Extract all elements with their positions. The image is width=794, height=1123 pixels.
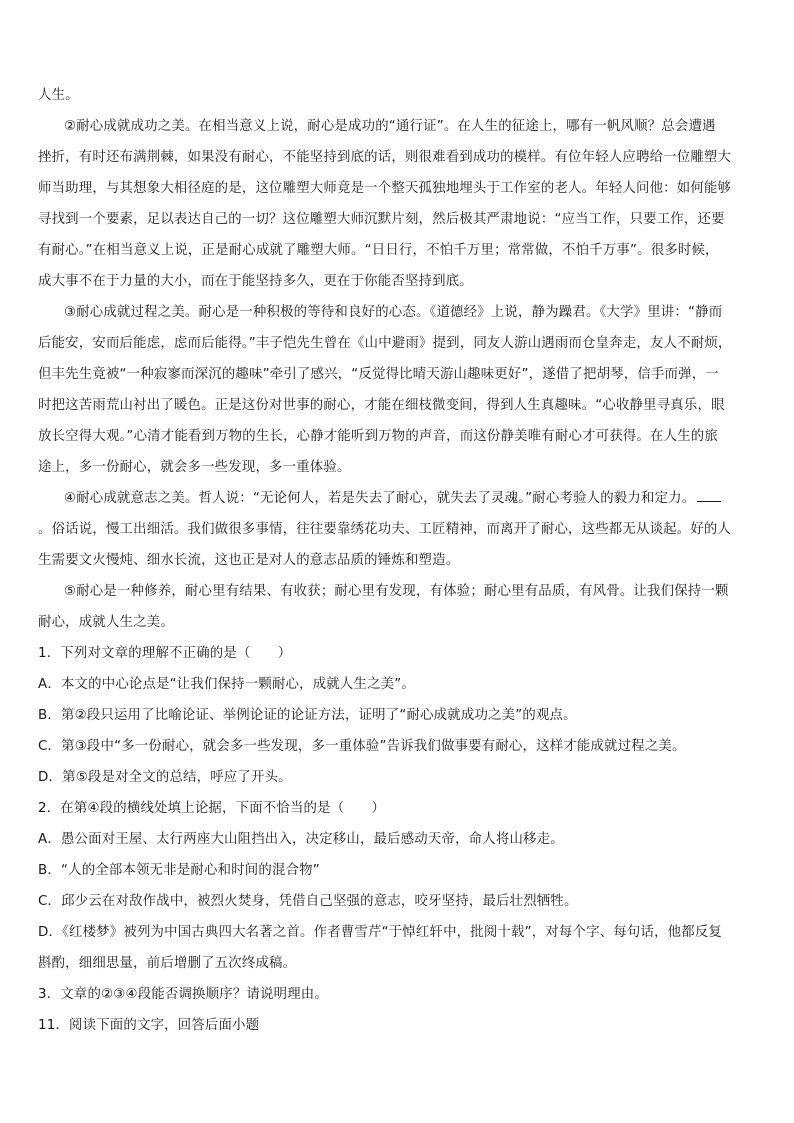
paragraph-line: 寻找到一个要素，足以表达自己的一切？这位雕塑大师沉默片刻，然后极其严肃地说：“应当工作，只要工作，还要: [38, 212, 725, 227]
paragraph-line: 。俗话说，慢工出细活。我们做很多事情，往往要靠绣花功夫、工匠精神，而离开了耐心，这些都无从谈起。好的人: [38, 522, 732, 537]
paragraph-line: 师当助理，与其想象大相径庭的是，这位雕塑大师竟是一个整天孤独地埋头于工作室的老人。年轻人问他：如何能够: [38, 181, 732, 196]
paragraph-line: ⑤耐心是一种修养，耐心里有结果、有收获；耐心里有发现，有体验；耐心里有品质，有风骨。让我们保持一颗: [64, 584, 729, 599]
paragraph-line: 成大事不在于力量的大小，而在于能坚持多久，更在于你能否坚持到底。: [38, 274, 473, 289]
document-body: [38, 80, 756, 1041]
question-1-option-c: C．第③段中“多一份耐心，就会多一些发现，多一重体验”告诉我们做事要有耐心，这样才能成就过程之美。: [38, 739, 686, 754]
paragraph-line: ②耐心成就成功之美。在相当意义上说，耐心是成功的“通行证”。在人生的征途上，哪有一帆风顺？总会遭遇: [64, 119, 716, 134]
paragraph-line: 放长空得大观。”心清才能看到万物的生长，心静才能听到万物的声音，而这份静美唯有耐心才可获得。在人生的旅: [38, 429, 718, 444]
paragraph-text: ④耐心成就意志之美。哲人说：“无论何人，若是失去了耐心，就失去了灵魂。”耐心考验人的毅力和定力。: [64, 491, 696, 506]
paragraph-line-with-blank: [38, 483, 756, 514]
question-2-option-a: A．愚公面对王屋、太行两座大山阻挡出入，决定移山，最后感动天帝，命人将山移走。: [38, 832, 564, 847]
paragraph-line: 耐心，成就人生之美。: [38, 615, 174, 630]
question-1-option-b: B．第②段只运用了比喻论证、举例论证的论证方法，证明了“耐心成就成功之美”的观点。: [38, 708, 577, 723]
question-2-option-d: D．《红楼梦》被列为中国古典四大名著之首。作者曹雪芹“于悼红轩中，批阅十载”，对每个字、每句话，他都反复: [38, 925, 723, 940]
paragraph-line: 后能安，安而后能虑，虑而后能得。”丰子恺先生曾在《山中避雨》提到，同友人游山遇雨而仓皇奔走，友人不耐烦，: [38, 336, 732, 351]
paragraph-line: 时把这苦雨荒山衬出了暖色。正是这份对世事的耐心，才能在细枝微变间，得到人生真趣味。“心收静里寻真乐，眼: [38, 398, 725, 413]
paragraph-line: ③耐心成就过程之美。耐心是一种积极的等待和良好的心态。《道德经》上说，静为躁君。《大学》里讲：“静而: [64, 305, 723, 320]
question-2-option-b: B．“人的全部本领无非是耐心和时间的混合物”: [38, 863, 320, 878]
paragraph-line: 途上，多一份耐心，就会多一些发现，多一重体验。: [38, 460, 351, 475]
question-1-option-d: D．第⑤段是对全文的总结，呼应了开头。: [38, 770, 292, 785]
paragraph-line: 但丰先生竟被“一种寂寥而深沉的趣味”牵引了感兴，“反觉得比晴天游山趣味更好”，遂借了把胡琴，信手而弹，一: [38, 367, 719, 382]
question-2-option-c: C．邱少云在对敌作战中，被烈火焚身，凭借自己坚强的意志，咬牙坚持，最后壮烈牺牲。: [38, 894, 578, 909]
question-2-option-d-cont: 斟酌，细细思量，前后增删了五次终成稿。: [38, 956, 297, 971]
question-2: 2．在第④段的横线处填上论据，下面不恰当的是（ ）: [38, 801, 386, 816]
section-heading: 11．阅读下面的文字，回答后面小题: [38, 1018, 260, 1033]
paragraph-line: 挫折，有时还布满荆棘，如果没有耐心，不能坚持到底的话，则很难看到成功的模样。有位年轻人应聘给一位雕塑大: [38, 150, 732, 165]
question-1-option-a: A．本文的中心论点是“让我们保持一颗耐心，成就人生之美”。: [38, 677, 415, 692]
paragraph-line: 人生。: [38, 88, 79, 103]
paragraph-line: 有耐心。”在相当意义上说，正是耐心成就了雕塑大师。“日日行，不怕千万里；常常做，不怕千万事”。很多时候，: [38, 243, 719, 258]
fill-in-blank[interactable]: [697, 487, 721, 502]
question-3: 3．文章的②③④段能否调换顺序？请说明理由。: [38, 987, 328, 1002]
paragraph-line: 生需要文火慢炖、细水长流，这也正是对人的意志品质的锤炼和塑造。: [38, 553, 460, 568]
question-1: 1．下列对文章的理解不正确的是（ ）: [38, 646, 292, 661]
